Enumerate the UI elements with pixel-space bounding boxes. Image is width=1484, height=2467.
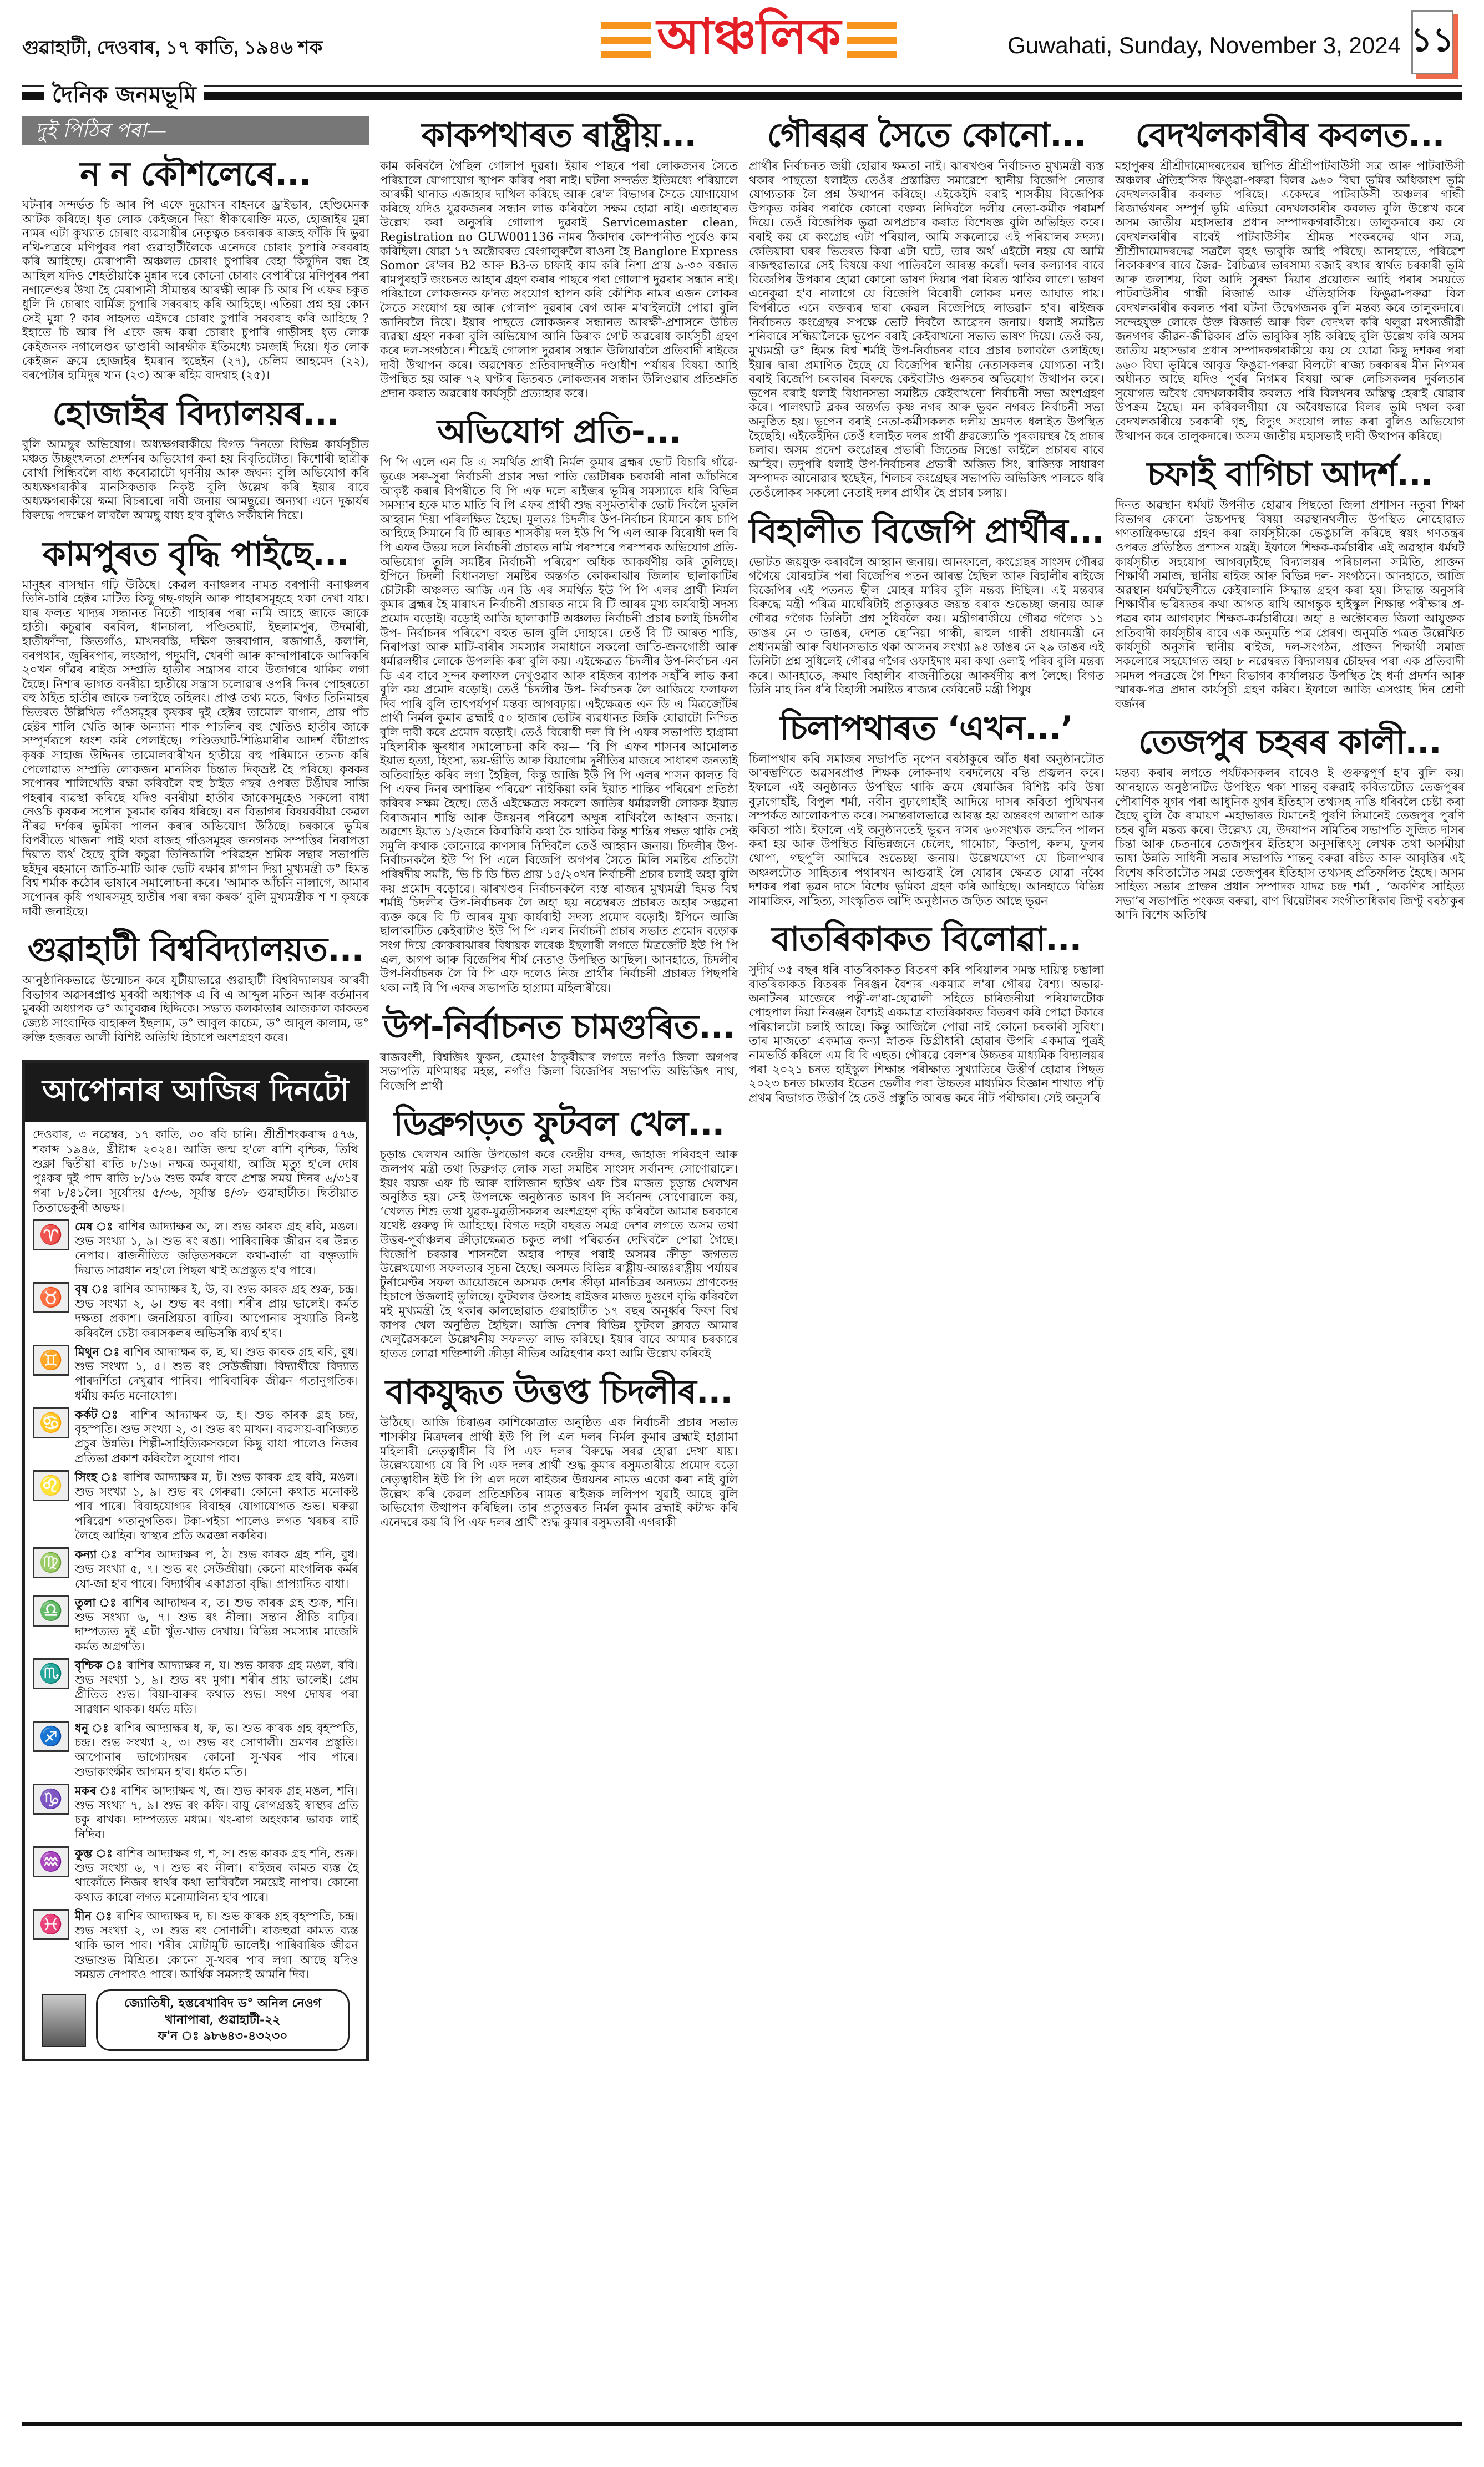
astrologer-name: জ্যোতিষী, হস্তৰেখাবিদ ড° অনিল নেওগ bbox=[124, 1996, 322, 2010]
divider bbox=[22, 2422, 1462, 2426]
cancer-icon: ♋ bbox=[33, 1407, 69, 1438]
zodiac-list bbox=[25, 1217, 366, 1984]
article bbox=[1115, 723, 1465, 923]
headline: হোজাইৰ বিদ্যালয়ৰ... bbox=[52, 394, 339, 433]
zodiac-entry bbox=[25, 1781, 366, 1844]
headline: বাতৰিকাকত বিলোৱা... bbox=[771, 920, 1082, 959]
astrologer-address: খানাপাৰা, গুৱাহাটী-২২ bbox=[165, 2012, 281, 2027]
zodiac-text bbox=[75, 1547, 358, 1591]
logo-stripes-left bbox=[601, 22, 651, 58]
headline: বেদখলকাৰীৰ কবলত... bbox=[1135, 116, 1445, 155]
scorpio-icon: ♏ bbox=[33, 1658, 69, 1689]
zodiac-name: কুম্ভ ঃ bbox=[75, 1846, 113, 1860]
article bbox=[380, 413, 738, 995]
aries-icon: ♈ bbox=[33, 1219, 69, 1250]
article bbox=[749, 710, 1104, 909]
article bbox=[749, 513, 1104, 697]
section-logo-text: আঞ্চলিক bbox=[657, 7, 841, 65]
logo-stripes-right bbox=[847, 22, 897, 58]
article bbox=[22, 155, 369, 383]
zodiac-entry bbox=[25, 1343, 366, 1405]
article-body: চূড়ান্ত খেলখন আজি উপভোগ কৰে কেন্দ্ৰীয় বন্দৰ, জাহাজ পৰিবহণ আৰু জলপথ মন্ত্ৰী তথা ডিব্ৰুগড় লোক সভা সমষ্টিৰ সাংসদ সৰ্বানন্দ সোণোৱালে। ইয়ং বয়জ এফ চি আৰু বালিজান ছাউথ এফ চিৰ মাজত চূড়ান্ত খেলখন অনুষ্ঠিত হয়। সেই উপলক্ষে অনুষ্ঠানত ভাষণ দি সৰ্বানন্দ সোণোৱালে কয়, ‘খেলত শিশু তথা যুৱক-যুৱতীসকলৰ অংশগ্ৰহণ বৃদ্ধি কৰিবলৈ আমাৰ চৰকাৰে যথেষ্ট গুৰুত্ব দি আহিছে। বিগত দহটা বছৰত সমগ্ৰ দেশৰ লগতে অসম তথা উত্তৰ-পূৰ্বাঞ্চলৰ ক্ৰীড়াক্ষেত্ৰত চকুত লগা পৰিৱৰ্তন দেখিবলৈ পোৱা গৈছে। বিজেপি চৰকাৰ শাসনলৈ অহাৰ পাছৰ পৰাই অসমৰ ক্ৰীড়া জগতত উল্লেখযোগ্য সফলতাৰ সূচনা হৈছে। অসমত বিভিন্ন ৰাষ্ট্ৰীয়-আন্তঃৰাষ্ট্ৰীয় পৰ্যায়ৰ টুৰ্নামেণ্টৰ সফল আয়োজনে অসমক দেশৰ ক্ৰীড়া মানচিত্ৰৰ অন্যতম প্ৰাণকেন্দ্ৰ হিচাপে উজলাই তুলিছে। ফুটবলৰ উৎসাহ ৰাইজৰ মাজত দুগুণে বৃদ্ধি কৰিবলৈ মই মুখ্যমন্ত্ৰী হৈ থকাৰ কালছোৱাত গুৱাহাটীত ১৭ বছৰ অনূৰ্ধ্বৰ ফিফা বিশ্ব কাপৰ খেল অনুষ্ঠিত হৈছিল। আজি দেশৰ বিভিন্ন ফুটবল ক্লাবত আমাৰ খেলুৱৈসকলে উল্লেখনীয় সফলতা লাভ কৰিছে। ইয়াৰ বাবে আমাৰ চৰকাৰে হাতত লোৱা শক্তিশালী ক্ৰীড়া নীতিৰ অৱিহণাৰ কথা আমি উল্লেখ কৰিবই bbox=[380, 1148, 738, 1360]
zodiac-forecast: ৰাশিৰ আদ্যাক্ষৰ গ, শ, স। শুভ কাৰক গ্ৰহ শনি, শুক্ৰ। শুভ সংখ্যা ৬, ৭। শুভ ৰং নীলা। ৰাইজৰ কামত ব্যস্ত হৈ থাকোঁতে নিজৰ স্বাৰ্থৰ কথা ভাবিবলৈ সময়েই নাপাব। কোনো কথাত কাৰো লগত মনোমালিন্য হ'ব পাৰে। bbox=[75, 1846, 358, 1904]
zodiac-text bbox=[75, 1658, 358, 1716]
article-body: পি পি এলে এন ডি এ সমৰ্থিত প্ৰাৰ্থী নিৰ্মল কুমাৰ ব্ৰহ্মৰ ভোট বিচাৰি গাঁৱে-ভূঞে সৰু-সুৰা নিৰ্বাচনী প্ৰচাৰ সভা পাতি ভোটাৰক চৰকাৰী নানা আঁচনিৰে আকৃষ্ট কৰাৰ বিপৰীতে বি পি এফ দলে ৰাইজৰ ভূমিৰ সমস্যাকে ধৰি বিভিন্ন সমস্যাৰ হকে মাত মাতি বি পি এফৰ প্ৰাৰ্থী শুদ্ধ বসুমতাৰীক ভোট দিবলৈ মুকলি আহ্বান দিয়া পৰিলক্ষিত হৈছে। মুলতঃ চিদলীৰ উপ-নিৰ্বাচন যিমানে কাষ চাপি আহিছে সিমানে বি টি আৰত শাসকীয় দল ইউ পি পি এল আৰু বিৰোধী দল বি পি এফৰ উভয় দলে নিৰ্বাচনী প্ৰচাৰত নামি পৰস্পৰে পৰস্পৰক অভিযোগ প্ৰতি-অভিযোগ তুলি সমষ্টিৰ নিৰ্বাচনী পৰিৱেশ অধিক আকৰ্ষণীয় কৰি তুলিছে। ইপিনে চিদলী বিধানসভা সমষ্টিৰ অন্তৰ্গত কোকৰাঝাৰ জিলাৰ ছালাকাটিৰ চৌটাকী অঞ্চলত আজি এন ডি এৰ সমৰ্থিত ইউ পি পি এলৰ প্ৰাৰ্থী নিৰ্মল কুমাৰ ব্ৰহ্মৰ হৈ মাৰাথন নিৰ্বাচনী প্ৰচাৰত নামে বি টি আৰৰ মুখ্য কাৰ্যবাহী সদস্য প্ৰমোদ বড়োই। বড়োই আজি ছালাকাটি অঞ্চলত নিৰ্বাচনী প্ৰচাৰ চলাই চিদলীৰ উপ- নিৰ্বাচনৰ পৰিৱেশ বহুত ভাল বুলি দোহাৰে। তেওঁ বি টি আৰত শান্তি, নিৰাপত্তা আৰু মাটি-বাৰীৰ সমস্যাৰ সমাধানে সকলো জাতি-জনগোষ্ঠী আৰু ধৰ্মাৱলম্বীৰ লোকে উপলব্ধি কৰা বুলি কয়। এইক্ষেত্ৰত চিদলীৰ উপ-নিৰ্বাচন এন ডি এৰ বাবে সুন্দৰ ফলাফল দেখুওৱাব আৰু ৰাইজৰ ব্যাপক সহাঁৰি লাভ কৰা বুলি কয় প্ৰমোদ বড়োই। তেওঁ চিদলীৰ উপ- নিৰ্বাচনক লৈ আজিয়ে ফলাফল দিব পাৰি বুলি তাৎপৰ্যপূৰ্ণ মন্তব্য আগবঢ়ায়। এইক্ষেত্ৰত এন ডি এ মিত্ৰজোঁটৰ প্ৰাৰ্থী নিৰ্মল কুমাৰ ব্ৰহ্মাই ৫০ হাজাৰ ভোটৰ ব্যৱধানত জিকি যোৱাটো নিশ্চিত বুলি দাবী কৰে প্ৰমোদ বড়োই। তেওঁ বিৰোধী দল বি পি এফৰ সভাপতি হাগ্ৰামা মহিলাৰীক ক্ষুৰধাৰ সমালোচনা কৰি কয়— ‘বি পি এফৰ শাসনৰ আমোলত ইয়াত হত্যা, হিংসা, ভয়-ভীতি আৰু বিয়াগোম দুৰ্নীতিৰ মাজৰে সাধাৰণ জনতাই অতিবাহিত কৰিব লগা হৈছিল, কিন্তু আজি ইউ পি পি এলৰ শাসন কালত বি পি এফৰ দিনৰ অশান্তিৰ পৰিৱেশ নাইকিয়া কৰি ইয়াত শান্তিৰ পৰিৱেশ প্ৰতিষ্ঠা কৰিবৰ সক্ষম হৈছে। তেওঁ এইক্ষেত্ৰত সকলো জাতিৰ ধৰ্মাৱলম্বী লোকক ইয়াত বিৰাজমান শান্তি আৰু উন্নয়নৰ পৰিৱেশ অক্ষুন্ন ৰাখিবলৈ আহ্বান জনায়। অৱশ্যে ইয়াত ১/২জনে কিবাকিবি কথা কৈ থাকিব কিন্তু শান্তিৰ পক্ষত থাকি সেই সমুলি কথাক কোনোৱে কাণসাৰ নিদিবলৈ তেওঁ আহ্বান জনায়। চিদলীৰ উপ-নিৰ্বাচনকলৈ ইউ পি পি এলে বিজেপি অগপৰ সৈতে মিলি সমষ্টিৰ প্ৰতিটো পৰিষদীয় সমষ্টি, ভি চি ডি চিত প্ৰায় ১৫/২০খন নিৰ্বাচনী প্ৰচাৰ চলাই অহা বুলি কয় প্ৰমোদ বড়োৱে। ঝাৰখণ্ডৰ নিৰ্বাচনকলৈ ব্যস্ত ৰাজ্যৰ মুখ্যমন্ত্ৰী হিমন্ত বিশ্ব শৰ্মাই চিদলীৰ উপ-নিৰ্বাচনক লৈ অহা ছয় নৱেম্বৰত প্ৰচাৰত অহাৰ সম্ভৱনা ব্যক্ত কৰে বি টি আৰৰ মুখ্য কাৰ্যবাহী সদস্য প্ৰমোদ বড়োই। ইপিনে আজি ছালাকাটিত কেইবাটাও ইউ পি পি এলৰ নিৰ্বাচনী প্ৰচাৰ সভাত প্ৰমোদ বড়োক সংগ দিয়ে কোকৰাঝাৰৰ বিধায়ক লৰেঞ্চ ইছলাৰী লগতে মিত্ৰজোঁট ইউ পি পি এল, অগপ আৰু বিজেপিৰ শীৰ্ষ নেতাও উপস্থিত আছিল। আনহাতে, চিদলীৰ উপ-নিৰ্বাচনক লৈ বি পি এফ দলেও নিজ প্ৰাৰ্থীৰ নিৰ্বাচনী প্ৰচাৰত পিছপৰি থকা নাই বি পি এফৰ সভাপতি হাগ্ৰামা মহিলাৰীয়ে। bbox=[380, 455, 738, 995]
article-body: সুদীৰ্ঘ ৩৫ বছৰ ধৰি বাতৰিকাকত বিতৰণ কৰি পৰিয়ালৰ সমস্ত দায়িত্ব চম্ভালা বাতৰিকাকত বিতৰক নিৰঞ্জন বৈশ্যৰ একমাত্ৰ ল'ৰা গৌৰৱ বৈশ্য। অভাৱ-অনাটনৰ মাজেৰে পত্নী-ল'ৰা-ছোৱালী সহিতে চাৰিজনীয়া পৰিয়ালটোক পোহপাল দিয়া নিৰঞ্জন বৈশ্যই একমাত্ৰ বাতৰিকাকত বিতৰণ কৰি পোৱা টকাৰে পৰিয়ালটো চলাই আছে। কিন্তু আজিলৈ পোৱা নাই কোনো চৰকাৰী সুবিধা। তাৰ মাজতো একমাত্ৰ কন্যা স্নাতক ডিগ্ৰীধাৰী হোৱাৰ উপৰি একমাত্ৰ পুত্ৰই নামভৰ্তি কৰিলে এম বি বি এছত। গৌৰৱে বেলশৰ উচ্চতৰ মাধ্যমিক বিদ্যালয়ৰ পৰা ২০২১ চনত হাইস্কুল শিক্ষান্ত পৰীক্ষাত সুখ্যাতিৰে উত্তীৰ্ণ হোৱাৰ পিছত ২০২৩ চনত চামতাৰ ইডেন ভেলীৰ পৰা উচ্চতৰ মাধ্যমিক বিজ্ঞান শাখাত পঢ়ি প্ৰথম বিভাগত উত্তীৰ্ণ হৈ তেওঁ প্ৰস্তুতি আৰম্ভ কৰে নীট পৰীক্ষাৰ। সেই অনুসৰি bbox=[749, 963, 1104, 1105]
zodiac-text bbox=[75, 1470, 358, 1543]
headline: গুৱাহাটী বিশ্ববিদ্যালয়ত... bbox=[27, 930, 364, 970]
horoscope-box bbox=[22, 1060, 369, 2061]
article bbox=[22, 931, 369, 1045]
zodiac-name: সিংহ ঃ bbox=[75, 1470, 119, 1484]
article-body: ঘটনাৰ সন্দৰ্ভত চি আৰ পি এফে দুয়োখন বাহনৰে ড্ৰাইভাৰ, হেণ্ডিমেনক আটক কৰিছে। ধৃত লোক কেইজনে দিয়া স্বীকাৰোক্তি মতে, হোজাইৰ মুন্না নামৰ এটা কুখ্যাত চোৰাং ব্যৱসায়ীৰ নেতৃত্বত চৰকাৰক ৰাজহ ফাঁকি দি ভুৱা নথি-পত্ৰৰে মণিপুৰৰ পৰা গুৱাহাটীলৈকে এনেদৰে চোৰাং চুপাৰি সৰবৰাহ কৰি আহিছে। মেৰাপানী অঞ্চলত চোৰাং চুপাৰিৰ বেহা কিছুদিন বন্ধ হৈ আছিল যদিও শেহতীয়াকৈ মুন্নাৰ দৰে কোনো চোৰাং বেপাৰীয়ে মণিপুৰৰ পৰা নগালেণ্ডৰ উখা হৈ মেৰাপানী সীমান্তৰ আৰক্ষী আৰু চি আৰ পি এফৰ চকুত ধুলি দি চোৰাং বাৰ্মিজ চুপাৰি সৰবৰাহ কৰি আহিছে। এতিয়া প্ৰশ্ন হয় কোন সেই মুন্না ? কাৰ সাহসত এইদৰে চোৰাং চুপাৰি সৰবৰাহ কৰি আহিছে ? ইহাতে চি আৰ পি এফে জব্দ কৰা চোৰাং চুপাৰি গাড়ীসহ ধৃত লোক কেইজনক নগালেণ্ডৰ ভাণ্ডাৰী আৰক্ষীক ইতিমধ্যে চমজাই দিয়ে। ধৃত লোক কেইজন ক্ৰমে হোজাইৰ ইমৰান হুছেইন (২৭), চেলিম আহমেদ (২২), বৰপেটাৰ হামিদুৰ খান (২৩) আৰু ৰহিম বাদশ্বাহ (২৫)। bbox=[22, 198, 369, 382]
headline: ন ন কৌশলেৰে... bbox=[80, 155, 311, 194]
headline: চফাই বাগিচা আদৰ্শ... bbox=[1147, 455, 1433, 494]
pisces-icon: ♓ bbox=[33, 1909, 69, 1940]
column-1 bbox=[22, 116, 369, 2061]
article-body: কাম কৰিবলৈ গৈছিল গোলাপ দুৱৰা। ইয়াৰ পাছৰে পৰা লোকজনৰ সৈতে পৰিয়ালে যোগাযোগ স্থাপন কৰিব পৰা নাই। ঘটনা সন্দৰ্ভত ইতিমধ্যে পৰিয়ালে আৰক্ষী থানাত এজাহাৰ দাখিল কৰিছে আৰু ৰে'ল বিভাগৰ সৈতে যোগাযোগ কৰিছে যদিও যুৱকজনৰ সন্ধান লাভ কৰিবলৈ সক্ষম হোৱা নাই। এজাহাৰত উল্লেখ কৰা অনুসৰি গোলাপ দুৱৰাই Servicemaster clean, Registration no GUW001136 নামৰ ঠিকাদাৰ কোম্পানীত পূৰ্বেও কাম কৰিছিল। যোৱা ১৭ অক্টোবৰত বেংগালুৰুলৈ ৰাওনা হৈ Banglore Express Somor ৰে'লৰ B2 আৰু B3-ত চাফাই কাম কৰি নিশা প্ৰায় ৯-৩০ বজাত ৰামপুৰহাট জংচনত আহাৰ গ্ৰহণ কৰাৰ পাছৰে পৰা গোলাপ দুৱৰাৰ সন্ধান নাই। পৰিয়ালে লোকজনক ফ'নত সংযোগ স্থাপন কৰি কৌশিক নামৰ এজন লোকৰ সৈতে সংযোগ হয় আৰু গোলাপ দুৱৰাৰ বেগ আৰু ম'বাইলটো পোৱা বুলি জানিবলৈ দিয়ে। ইয়াৰ পাছতে লোকজনৰ সন্ধানত আৰক্ষী-প্ৰশাসনে উচিত ব্যৱস্থা গ্ৰহণ নকৰা বুলি অভিযোগ আনি ডিৰাক গে'ট অৱৰোধ কাৰ্যসূচী গ্ৰহণ কৰে দল-সংগঠনে। শীঘ্ৰেই গোলাপ দুৱৰাৰ সন্ধান উলিয়াবলৈ প্ৰতিবাদী ৰাইজে দাবী উত্থাপন কৰে। অৱশেষত প্ৰতিবাদস্থলীত দণ্ডাধীশ পৰ্যায়ৰ বিষয়া আহি উপস্থিত হয় আৰু ৭২ ঘণ্টাৰ ভিতৰত লোকজনৰ সন্ধান উলিওৱাৰ প্ৰতিশ্ৰুতি প্ৰদান কৰাত অৱৰোধ কাৰ্যসূচী প্ৰত্যাহাৰ কৰে। bbox=[380, 159, 738, 400]
zodiac-forecast: ৰাশিৰ আদ্যাক্ষৰ ই, উ, ব। শুভ কাৰক গ্ৰহ শুক্ৰ, চন্দ্ৰ। শুভ সংখ্যা ২, ৬। শুভ ৰং বগা। শৰীৰ প্ৰায় ভালেই। কৰ্মত দক্ষতা প্ৰকাশ। জনপ্ৰিয়তা বাঢ়িব। আপোনাৰ সুখ্যাতি বিনষ্ট কৰিবলৈ চেষ্টা কৰাসকলৰ অভিসন্ধি ব্যৰ্থ হ'ব। bbox=[75, 1282, 358, 1340]
article bbox=[1115, 455, 1465, 711]
gemini-icon: ♊ bbox=[33, 1345, 69, 1376]
article bbox=[380, 1008, 738, 1093]
capricorn-icon: ♑ bbox=[33, 1784, 69, 1815]
article-body: মন্তব্য কৰাৰ লগতে পৰ্যটকসকলৰ বাবেও ই গুৰুত্বপূৰ্ণ হ'ব বুলি কয়। আনহাতে অনুষ্ঠানটিত উপস্থিত থকা শান্তনু বৰুৱাই কবিতাটোত তেজপুৰৰ পৌৰাণিক যুগৰ পৰা আধুনিক যুগৰ ইতিহাস তথ্যসহ দাঙি ধৰিবলৈ চেষ্টা কৰা হৈছে বুলি কৈ ৰামায়ণ -মহাভাৰত যিমানেই পুৰণি সিমানেই তেজপুৰ পুৰণি চহৰ বুলি মন্তব্য কৰে। উল্লেখ্য যে, উদযাপন সমিতিৰ সভাপতি সুজিত দাসৰ চিন্তা আৰু চেতনাৰে তেজপুৰৰ ইতিহাস অনুসন্ধিৎসু লেখক তথা অসমীয়া ভাষা উন্নতি সাধিনী সভাৰ সভাপতি শান্তনু বৰুৱা ৰচিত আৰু আবৃত্তিৰ এই বিশেষ কবিতাটোত সমগ্ৰ তেজপুৰৰ ইতিহাস তথ্যসহ প্ৰতিফলিত হৈছে। অসম সাহিত্য সভাৰ প্ৰাক্তন প্ৰধান সম্পাদক যাদৱ চন্দ্ৰ শৰ্মা , ‘অকণিৰ সাহিত্য সভা’ৰ সভাপতি পংকজ বৰুৱা, বাণ থিয়েটাৰৰ সংগীতাধিকাৰ জিণ্টু বৰঠাকুৰ আদি বিশেষ অতিথি bbox=[1115, 766, 1465, 922]
zodiac-entry bbox=[25, 1719, 366, 1781]
article-body: আনুষ্ঠানিকভাৱে উন্মোচন কৰে যুটীয়াভাৱে গুৱাহাটী বিশ্ববিদ্যালয়ৰ আৰবী বিভাগৰ অৱসৰপ্ৰাপ্ত মুৰব্বী অধ্যাপক এ বি এ আব্দুল মতিন আৰু বৰ্তমানৰ মুৰব্বী অধ্যাপক ড° আবুবক্কৰ ছিদ্দিকে। সভাত কলকাতাৰ আজকাল কাকতৰ জ্যেষ্ঠ সাংবাদিক বাহাৰুল ইছলাম, ড° আবুল কাচেম, ড° আবুল কালাম, ড° ৰুক্তি হজৰত আলী বিশিষ্ট অতিথি হিচাপে অংশগ্ৰহণ কৰে। bbox=[22, 974, 369, 1044]
zodiac-text bbox=[75, 1721, 358, 1779]
zodiac-text bbox=[75, 1846, 358, 1904]
zodiac-entry bbox=[25, 1656, 366, 1719]
aquarius-icon: ♒ bbox=[33, 1846, 69, 1877]
article-body: উঠিছে। আজি চিৰাঙৰ কাশিকোত্ৰাত অনুষ্ঠিত এক নিৰ্বাচনী প্ৰচাৰ সভাত শাসকীয় মিত্ৰদলৰ প্ৰাৰ্থী ইউ পি পি এল দলৰ নিৰ্মল কুমাৰ ব্ৰহ্মাই হাগ্ৰামা মহিলাৰী নেতৃত্বাধীন বি পি এফ দলৰ বিৰুদ্ধে সৰৱ হোৱা দেখা যায়। উল্লেখযোগ্য যে বি পি এফ দলৰ প্ৰাৰ্থী শুদ্ধ কুমাৰ বসুমতাৰীয়ে প্ৰমোদ বড়ো নেতৃত্বাধীন ইউ পি পি এল দলে ৰাইজৰ উন্নয়নৰ নামত একো কৰা নাই বুলি উল্লেখ কৰি কেৱল প্ৰতিশ্ৰুতিৰ নামত ৰাইজক ললিপপ খুৱাই আছে বুলি অভিযোগ উত্থাপন কৰিছিল। তাৰ প্ৰত্যুত্তৰত নিৰ্মল কুমাৰ ব্ৰহ্মাই কটাক্ষ কৰি এনেদৰে কয় বি পি এফ দলৰ প্ৰাৰ্থী শুদ্ধ কুমাৰ বসুমতাৰী এগৰাকী bbox=[380, 1416, 738, 1529]
column-2 bbox=[380, 116, 738, 1542]
zodiac-forecast: ৰাশিৰ আদ্যাক্ষৰ ড, হ। শুভ কাৰক গ্ৰহ চন্দ্ৰ, বৃহস্পতি। শুভ সংখ্যা ২, ৩। শুভ ৰং মাখন। ব্যৱসায়-বাণিজ্যত প্ৰচুৰ উন্নতি। শিল্পী-সাহিত্যিকসকলে কিছু বাধা পালেও নিজৰ প্ৰতিভা প্ৰকাশ কৰিবলৈ সুযোগ পাব। bbox=[75, 1407, 358, 1465]
paper-name: দৈনিক জনমভূমি bbox=[44, 77, 204, 114]
astrologer-photo bbox=[42, 1994, 86, 2047]
taurus-icon: ♉ bbox=[33, 1282, 69, 1313]
virgo-icon: ♍ bbox=[33, 1547, 69, 1578]
article-body: ভোটত জয়যুক্ত কৰাবলৈ আহ্বান জনায়। আনফালে, কংগ্ৰেছৰ সাংসদ গৌৰৱ গগৈয়ে যোৰহাটৰ পৰা বিজেপিৰ পতন আৰম্ভ হৈছিল আৰু বিহালীৰ ৰাইজে বিজেপিৰ এই পতনত ছীল মোহৰ মাৰিব বুলি মন্তব্য দিছিল। এই মন্তব্যৰ বিৰুদ্ধে মন্ত্ৰী পৰিত্ৰ মাৰ্ঘেৰিটাই প্ৰত্যুত্তৰত জয়ন্ত বৰাক শুভেচ্ছা জনায় আৰু গৌৰৱ গগৈক তিনিটা প্ৰশ্ন সুধিবলৈ কয়। মন্ত্ৰীগৰাকীয়ে গৌৰৱ গগৈক ১১ ডাঙৰ নে ৩ ডাঙৰ, দেশত ছোনিয়া গান্ধী, ৰাহুল গান্ধী প্ৰধানমন্ত্ৰী নে প্ৰধানমন্ত্ৰী আৰু বিধানসভাত থকা আসনৰ সংখ্যা ৯৪ ডাঙৰ নে ২৯ ডাঙৰ এই তিনিটা প্ৰশ্ন সুধিলেই গৌৰৱ গগৈৰ ওফাইদাং মৰা কথা ওলাই পৰিব বুলি মন্তব্য কৰে। আনহাতে, ক্ৰমাৎ বিহালীৰ ৰাজনীতিয়ে আকৰ্ষণীয় ৰূপ লৈছে। বিগত তিনি মাহ দিন ধৰি বিহালী সমষ্টিত ৰাজ্যৰ কেবিনেট মন্ত্ৰী পিযুষ bbox=[749, 555, 1104, 697]
zodiac-name: মীন ঃ bbox=[75, 1908, 113, 1923]
article bbox=[380, 1373, 738, 1529]
leo-icon: ♌ bbox=[33, 1470, 69, 1501]
libra-icon: ♎ bbox=[33, 1595, 69, 1627]
zodiac-text bbox=[75, 1219, 358, 1278]
article bbox=[22, 535, 369, 919]
zodiac-entry bbox=[25, 1545, 366, 1593]
article-body: বুলি আমছুৰ অভিযোগ। অধ্যক্ষগৰাকীয়ে বিগত দিনতো বিভিন্ন কাৰ্যসূচীত মঞ্চত উচ্ছৃংখলতা প্ৰদৰ্শনৰ অভিযোগ কৰা হয় বিবৃতিটোত। কিশোৰী ছাত্ৰীক বোৰ্খা পিন্ধিবলৈ বাধ্য কৰোৱাটো ঘৃণনীয় আৰু জঘন্য বুলি অভিযোগ কৰি অধ্যক্ষগৰাকীৰ মানসিকতাক নিকৃষ্ট বুলি উল্লেখ কৰি ইয়াৰ বাবে অধ্যক্ষগৰাকীয়ে ক্ষমা বিচৰাৰো দাবী জনায় আমছুৱে। অন্যথা এনে দুষ্কাৰ্যৰ বিৰুদ্ধে পদক্ষেপ ল'বলৈ আমছু বাধ্য হ'ব বুলিও সকীয়নি দিয়ে। bbox=[22, 437, 369, 522]
headline: কামপুৰত বৃদ্ধি পাইছে... bbox=[42, 534, 349, 574]
zodiac-entry bbox=[25, 1468, 366, 1545]
headline: অভিযোগ প্ৰতি-... bbox=[437, 412, 681, 452]
headline: বিহালীত বিজেপি প্ৰাৰ্থীৰ... bbox=[749, 511, 1104, 551]
article-body: মহাপুৰুষ শ্ৰীশ্ৰীদামোদৰদেৱৰ স্থাপিত শ্ৰীশ্ৰীপাটবাউসী সত্ৰ আৰু পাটবাউসী অঞ্চলৰ ঐতিহাসিক ফিঙুৱা-পৰুৱা বিলৰ ৯৬০ বিঘা ভূমিৰ অধিকাংশ ভূমি বেদখলকাৰীৰ কবলত পৰিছে। একেদৰে পাটবাউসী অঞ্চলৰ গান্ধী ৰিজাৰ্ভখনৰ সম্পূৰ্ণ ভূমি এতিয়া বেদখলকাৰীৰ কবলত বুলি উল্লেখ কৰে অসম জাতীয় মহাসভাৰ প্ৰধান সম্পাদকগৰাকীয়ে। তালুকদাৰে কয় যে বেদখলকাৰীৰ বাবেই পাটবাউসীৰ শ্ৰীমন্ত শংকৰদেৱ থান সত্ৰ, শ্ৰীশ্ৰীদামোদৰদেৱ সত্ৰলৈ বৃহৎ ভাবুকি আহি পৰিছে। আনহাতে, পৰিৱেশ নিকাকৰণৰ বাবে জৈৱ- বৈচিত্ৰ্যৰ ভাৰসাম্য বজাই ৰখাৰ স্বাৰ্থত চৰকাৰী ভূমি আৰু জলাশয়, বিল আদি সুৰক্ষা দিয়াৰ প্ৰয়োজন আহি পৰাৰ সময়তে পাটবাউসীৰ গান্ধী ৰিজাৰ্ভ আৰু ঐতিহাসিক ফিঙুৱা-পৰুৱা বিল বেদখলকাৰীৰ কবলত পৰা ঘটনা উদ্বেগজনক বুলি মন্তব্য কৰে তালুকদাৰে। সন্দেহযুক্ত লোকে উক্ত ৰিজাৰ্ভ আৰু বিল বেদখল কৰি থলুৱা মৎস্যজীৱী জনগণৰ জীৱন-জীৱিকাৰ প্ৰতি ভাবুকিৰ সৃষ্টি কৰিছে বুলি উল্লেখ কৰি অসম জাতীয় মহাসভাৰ প্ৰধান সম্পাদকগৰাকীয়ে কয় যে যোৱা কিছু দশকৰ পৰা ৯৬০ বিঘা ভূমিৰে আবৃত্ত ফিঙুৱা-পৰুৱা বিলটো ৰাজ্য চৰকাৰৰ মীন নিগমৰ অধীনত আছে যদিও পূৰ্বৰ নিগমৰ বিষয়া আৰু লেচিসকলৰ দুৰ্বলতাৰ সুযোগত অবৈধ বেদখলকাৰীৰ কবলত পৰি বিলখনৰ অস্তিত্ব হেৰাই যোৱাৰ উপক্ৰম হৈছে। মন কৰিবলগীয়া যে অবৈধভাৱে বিলৰ ভূমি দখল কৰা বেদখলকাৰীয়ে চৰকাৰী গৃহ, বিদ্যুৎ সংযোগ লাভ কৰা বুলিও অভিযোগ উত্থাপন কৰে তালুকদাৰে। অসম জাতীয় মহাসভাই দাবী উত্থাপন কৰিছে। bbox=[1115, 159, 1465, 443]
divider bbox=[22, 92, 1462, 100]
headline: গৌৰৱৰ সৈতে কোনো... bbox=[767, 116, 1086, 155]
zodiac-text bbox=[75, 1784, 358, 1842]
sagittarius-icon: ♐ bbox=[33, 1721, 69, 1752]
zodiac-name: ধনু ঃ bbox=[75, 1720, 110, 1735]
masthead bbox=[22, 80, 1462, 108]
column-4 bbox=[1115, 116, 1465, 935]
zodiac-name: কৰ্কট ঃ bbox=[75, 1407, 123, 1421]
zodiac-name: কন্যা ঃ bbox=[75, 1547, 119, 1561]
zodiac-entry bbox=[25, 1405, 366, 1468]
headline: উপ-নিৰ্বাচনত চামগুৰিত... bbox=[383, 1007, 735, 1046]
zodiac-forecast: ৰাশিৰ আদ্যাক্ষৰ অ, ল। শুভ কাৰক গ্ৰহ ৰবি, মঙল। শুভ সংখ্যা ১, ৯। শুভ ৰং ৰঙা। পাৰিবাৰিক জীৱন বৰ উন্নত নেপাব। ৰাজনীতিত জড়িতসকলে কথা-বাৰ্তা বা বক্তৃতাদি দিয়াত সাৱধান নহ'লে পিছল খাই অপ্ৰস্তুত হ'ব পাৰে। bbox=[75, 1219, 358, 1277]
date-english: Guwahati, Sunday, November 3, 2024 bbox=[1007, 32, 1401, 58]
zodiac-entry bbox=[25, 1280, 366, 1343]
zodiac-name: তুলা ঃ bbox=[75, 1595, 118, 1609]
article bbox=[380, 1105, 738, 1361]
page-number: ১১ bbox=[1411, 10, 1453, 74]
zodiac-forecast: ৰাশিৰ আদ্যাক্ষৰ ম, ট। শুভ কাৰক গ্ৰহ ৰবি, মঙল। শুভ সংখ্যা ১, ৯। শুভ ৰং গেৰুৱা। কোনো কথাত মনোকষ্ট পাব পাৰে। বিবাহযোগ্যৰ বিবাহৰ যোগাযোগত শুভ। ঘৰুৱা পৰিৱেশ গতানুগতিক। টকা-পইচা পালেও লগত খৰচৰ বাট লৈহে আহিব। স্বাস্থ্যৰ প্ৰতি অৱজ্ঞা নকৰিব। bbox=[75, 1470, 358, 1542]
zodiac-text bbox=[75, 1345, 358, 1403]
zodiac-entry bbox=[25, 1844, 366, 1907]
horoscope-title: আপোনাৰ আজিৰ দিনটো bbox=[25, 1063, 366, 1122]
headline: চিলাপথাৰত ‘এখন...’ bbox=[779, 708, 1073, 748]
zodiac-name: মেষ ঃ bbox=[75, 1219, 114, 1233]
zodiac-forecast: ৰাশিৰ আদ্যাক্ষৰ ৰ, ত। শুভ কাৰক গ্ৰহ শুক্ৰ, শনি। শুভ সংখ্যা ৬, ৭। শুভ ৰং নীলা। সন্তান প্ৰীতি বাঢ়িব। দাম্পত্যত দুই এটা খুঁত-খাত দেখায়। বিভিন্ন সমস্যাৰ মাজেদি কৰ্মত অগ্ৰগতি। bbox=[75, 1595, 358, 1653]
zodiac-forecast: ৰাশিৰ আদ্যাক্ষৰ প, ঠ। শুভ কাৰক গ্ৰহ শনি, বুধ। শুভ সংখ্যা ৫, ৭। শুভ ৰং সেউজীয়া। কেনো মাংগলিক কৰ্মৰ যো-জা হ'ব পাৰে। বিদ্যাৰ্থীৰ একাগ্ৰতা বৃদ্ধি। প্ৰাপ্যাদিত বাধা। bbox=[75, 1548, 358, 1590]
article bbox=[1115, 116, 1465, 443]
headline: বাকযুদ্ধত উত্তপ্ত চিদলীৰ... bbox=[385, 1372, 733, 1412]
article bbox=[22, 395, 369, 523]
article-body: চিলাপথাৰ কবি সমাজৰ সভাপতি নৃপেন বৰঠাকুৰে আঁত ধৰা অনুষ্ঠানটোত আৰম্ভণিতে অৱসৰপ্ৰাপ্ত শিক্ষক লোকনাথ বৰদলৈয়ে বন্তি প্ৰজ্বলন কৰে। ইফালে এই অনুষ্ঠানত উপস্থিত থাকি ক্ৰমে ধেমাজিৰ বিশিষ্ট কবি উষা বুঢ়াগোহাঁই, বিপুল শৰ্মা, নবীন বুঢ়াগোহাঁই আদিয়ে দাসৰ কবিতা পুথিখনৰ সম্পৰ্কত আলোকপাত কৰে। সমান্তৰালভাৱে আৰম্ভ হয় অন্তৰংগ আলাপ আৰু কবিতা পাঠ। ইফালে এই অনুষ্ঠানতেই ভূৱন দাসৰ ৬০সংখ্যক জন্মদিন পালন কৰা হয় আৰু উপস্থিত বিভিন্নজনে চেলেং, গামোচা, কিতাপ, কলম, ফুলৰ থোপা, গছপুলি আদিৰে শুভেচ্ছা জনায়। উল্লেখযোগ্য যে চিলাপথাৰ অঞ্চলটোত সাহিত্যৰ পথাৰখন আগুৱাই লৈ যোৱাৰ ক্ষেত্ৰত যোৱা নব্বৈ দশকৰ পৰা ভূৱন দাসে বিশেষ ভূমিকা গ্ৰহণ কৰি আহিছে। আনহাতে বিভিন্ন সামাজিক, সাহিত্য, সাংস্কৃতিক আদি অনুষ্ঠানত জড়িত আছে ভূৱন bbox=[749, 752, 1104, 908]
zodiac-name: মিথুন ঃ bbox=[75, 1344, 120, 1359]
continued-label: দুই পিঠিৰ পৰা— bbox=[22, 116, 369, 145]
article-body: ৰাজবংশী, বিশ্বজিৎ ফুকন, হেমাংগ ঠাকুৰীয়াৰ লগতে নগাঁও জিলা অগপৰ সভাপতি মণিমাধৱ মহন্ত, নগাঁও জিলা বিজেপিৰ সভাপতি অভিজিৎ নাথ, বিজেপি প্ৰাৰ্থী bbox=[380, 1050, 738, 1092]
zodiac-forecast: ৰাশিৰ আদ্যাক্ষৰ ধ, ফ, ভ। শুভ কাৰক গ্ৰহ বৃহস্পতি, চন্দ্ৰ। শুভ সংখ্যা ২, ৩। শুভ ৰং সোণালী। ভ্ৰমণৰ প্ৰস্তুতি। আপোনাৰ ভাগ্যোদয়ৰ কোনো সু-খবৰ পাব পাৰে। শুভাকাংক্ষীৰ আগমন হ'ব। ধৰ্মত মতি। bbox=[75, 1721, 358, 1779]
astrologer-phone: ফ'ন ঃ ৯৮৬৪৩-৪৩২৩০ bbox=[158, 2029, 288, 2044]
zodiac-text bbox=[75, 1282, 358, 1340]
zodiac-forecast: ৰাশিৰ আদ্যাক্ষৰ ক, ছ, ঘ। শুভ কাৰক গ্ৰহ ৰবি, বুধ। শুভ সংখ্যা ১, ৫। শুভ ৰং সেউজীয়া। বিদ্যাৰ্থীয়ে বিদ্যাত পাৰদৰ্শিতা দেখুৱাব পাৰিব। পাৰিবাৰিক জীৱন গতানুগতিক। ধৰ্মীয় কৰ্মত মনোযোগ। bbox=[75, 1345, 358, 1402]
headline: ডিব্ৰুগড়ত ফুটবল খেল... bbox=[393, 1105, 725, 1144]
headline: তেজপুৰ চহৰৰ কালী... bbox=[1138, 723, 1441, 762]
zodiac-forecast: ৰাশিৰ আদ্যাক্ষৰ খ, জ। শুভ কাৰক গ্ৰহ মঙল, শনি। শুভ সংখ্যা ৭, ৯। শুভ ৰং কফি। বায়ু ৰোগগ্ৰস্তই স্বাস্থ্যৰ প্ৰতি চকু ৰাখক। দাম্পত্যত মধ্যম। খং-ৰাগ অহংকাৰ ভাবক লাই নিদিব। bbox=[75, 1784, 358, 1841]
zodiac-entry bbox=[25, 1907, 366, 1984]
zodiac-entry bbox=[25, 1593, 366, 1656]
article-body: দিনত অৱস্থান ধৰ্মঘট উপনীত হোৱাৰ পিছতো জিলা প্ৰশাসন নতুবা শিক্ষা বিভাগৰ কোনো উচ্চপদস্থ বিষয়া অৱস্থানথলীত উপস্থিত নোহোৱাত গণতান্ত্ৰিকভাৱে গ্ৰহণ কৰা কাৰ্যসূচীকো ভেঙুচালি কৰিছে স্বয়ং গণতন্ত্ৰৰ ওপৰত প্ৰতিষ্ঠিত প্ৰশাসন যন্ত্ৰই। ইফালে শিক্ষক-কৰ্মচাৰীৰ এই অৱস্থান ধৰ্মঘট কাৰ্যসূচীত সহযোগ আগবঢ়াইছে বিদ্যালয়ৰ পৰিচালনা সমিতি, প্ৰাক্তন শিক্ষাৰ্থী সমাজ, স্থানীয় ৰাইজ আৰু বিভিন্ন দল- সংগঠনে। আনহাতে, আজি অৱস্থান ধৰ্মঘটস্থলীতে কেইবালানি সিদ্ধান্ত গ্ৰহণ কৰা হয়। সিদ্ধান্ত অনুসৰি শিক্ষাৰ্থীৰ ভৱিষ্যতৰ কথা আগত ৰাখি আগন্তুক হাইস্কুল শিক্ষান্ত পৰীক্ষাৰ প্ৰ-পত্ৰৰ কাম আগবঢ়াব শিক্ষক-কৰ্মচাৰীয়ে। অহা ৪ অক্টোবৰত জিলা আয়ুক্তক প্ৰতিবাদী কাৰ্যসূচীৰ বাবে এক অনুমতি পত্ৰ প্ৰেৰণ। অনুমতি পত্ৰত উল্লেখিত কাৰ্যসূচী অনুসৰি স্থানীয় ৰাইজ, দল-সংগঠন, প্ৰাক্তন শিক্ষাৰ্থী সমাজ সকলোৰে সহযোগত অহা ৮ নৱেম্বৰত বিদ্যালয়ৰ চৌহদৰ পৰা এক প্ৰতিবাদী সমদল পদব্ৰজে গৈ শিক্ষা বিভাগৰ কাৰ্যালয়ত উপস্থিত হৈ ধৰ্না প্ৰদৰ্শন আৰু স্মাৰক-পত্ৰ প্ৰদান কাৰ্যসূচী গ্ৰহণ কৰিব। ইফালে আজি এসপ্তাহ দিন শ্ৰেণী বৰ্জনৰ bbox=[1115, 498, 1465, 711]
zodiac-name: বৃশ্চিক ঃ bbox=[75, 1658, 123, 1672]
zodiac-name: বৃষ ঃ bbox=[75, 1281, 109, 1296]
article bbox=[749, 920, 1104, 1105]
article bbox=[749, 116, 1104, 500]
article-body: মানুহৰ বাসস্থান গঢ়ি উঠিছে। কেৱল বনাঞ্চলৰ নামত বৰপানী বনাঞ্চলৰ তিনি-চাৰি হেক্টৰ মাটিত কিছু গছ-গছনি আৰু পাহাৰসমূহহে থকা দেখা যায়। যাৰ ফলত খাদ্যৰ সন্ধানত নিতৌ পাহাৰৰ পৰা নামি আহে জাকে জাকে হাতী। কচুৱাৰ বৰবিল, ধানচালা, পণ্ডিতঘাট, ইছলামপুৰ, উদমাৰী, হাতীফাঁন্দা, জিতগাঁও, মাখনবস্তি, দক্ষিণ জৰবাগান, ৰজাগাওঁ, কল'নি, বৰপথাৰ, জুৰিৰপাৰ, লংজাপ, পদুমণি, খেৰণী আৰু কান্দাপাৰাকে আদিকৰি ২০খন গাঁৱৰ ৰাইজ সম্প্ৰতি হাতীৰ সন্ত্ৰাসৰ বাবে উজাগৰে থাকিব লগা হৈছে। নিশাৰ ভাগত বনৰীয়া হাতীয়ে সন্ত্ৰাস চলোৱাৰ ওপৰি দিনৰ পোহৰতো বহু ঠাইত হাতীৰ জাকে চলাইছে তহিলং। প্ৰাপ্ত তথ্য মতে, বিগত তিনিমাহৰ ভিতৰত উল্লিখিত গাঁওসমূহৰ কৃষকৰ দুই হেক্টৰ তামোল বাগান, প্ৰায় পাঁচ হেক্টৰ শালি খেতি আৰু অন্যান্য শাক পাচলিৰ বহু খেতিও হাতীৰ জাকে সম্পূৰ্ণৰূপে ধ্বংশ কৰি পেলাইছে। পণ্ডিতঘাট-শিঙিমাৰীৰ আদৰ্শ বঁটাপ্ৰাপ্ত কৃষক সাহাজ উদ্দিনৰ তামোলবাৰীখন হাতীয়ে বহু পৰিমানে তচনচ কৰি পেলোৱাত সম্প্ৰতি লোকজন মানসিক চিন্তাত দিক্‌ভ্ৰষ্ট হৈ পৰিছে। কৃষকৰ সপোনৰ শালিখেতি ৰক্ষা কৰিবলৈ বহু ঠাইত গছৰ ওপৰত টঙীঘৰ সাজি পহৰাৰ ব্যৱস্থা কৰিছে যদিও বনৰীয়া হাতীৰ জাকেসমূহেও সকলো বাধা নেওচি কৃষকৰ সপোন চূৰমাৰ কৰিব ধৰিছে। বন বিভাগৰ বিষয়ববীয়া কেৱল নীৰৱ দৰ্শকৰ ভূমিকা পালন কৰাৰ অভিযোগ উঠিছে। চৰকাৰে ভূমিৰ বিপৰীতে খাজনা পাই থকা ৰাজহ গাঁওসমূহৰ জনগনক সম্পত্তিৰ নিৰাপত্তা দিয়াত ব্যৰ্থ হৈছে বুলি কচুৱা তিনিআলি পৰিৱহন শ্ৰমিক সন্থাৰ সভাপতি ছইদুৰ ৰহমানে জাতি-মাটি আৰু ভেটি ৰক্ষাৰ শ্ল'গান দিয়া মুখ্যমন্ত্ৰী ড° হিমন্ত বিশ্ব শৰ্মাক কঠোৰ ভাষাৰে সমালোচনা কৰে। ‘আমাক আঁচনি নালাগে, আমাৰ সপোনৰ কৃষি পথাৰসমূহ হাতীৰ পৰা ৰক্ষা কৰক’ বুলি মুখ্যমন্ত্ৰীক শ শ কৃষকে দাবী জনাইছে। bbox=[22, 578, 369, 918]
zodiac-forecast: ৰাশিৰ আদ্যাক্ষৰ দ, চ। শুভ কাৰক গ্ৰহ বৃহস্পতি, চন্দ্ৰ। শুভ সংখ্যা ২, ৩। শুভ ৰং সোণালী। ৰাজহুৱা কামত ব্যস্ত থাকি ভাল পাব। শৰীৰ মোটামুটি ভালেই। পাৰিবাৰিক জীৱন শুভাশুভ মিশ্ৰিত। কোনো সু-খবৰ পাব লগা আছে যদিও সময়ত নেপাবও পাৰে। আৰ্থিক সমস্যাই আমনি দিব। bbox=[75, 1909, 359, 1981]
zodiac-text bbox=[75, 1407, 358, 1466]
divider bbox=[22, 85, 1462, 87]
zodiac-text bbox=[75, 1595, 358, 1654]
zodiac-text bbox=[75, 1909, 358, 1982]
article bbox=[380, 116, 738, 401]
section-logo bbox=[583, 7, 915, 73]
date-assamese: গুৱাহাটী, দেওবাৰ, ১৭ কাতি, ১৯৪৬ শক bbox=[22, 37, 323, 58]
zodiac-entry bbox=[25, 1217, 366, 1280]
zodiac-name: মকৰ ঃ bbox=[75, 1783, 117, 1797]
article-body: প্ৰাৰ্থীৰ নিৰ্বাচনত জয়ী হোৱাৰ ক্ষমতা নাই। ঝাৰখণ্ডৰ নিৰ্বাচনত মুখ্যমন্ত্ৰী ব্যস্ত থকাৰ পাছতো ধলাইত তেওঁৰ প্ৰস্তাৱিত সমাৱেশে স্থানীয় বিজেপি নেতাৰ যোগ্যতাক লৈ প্ৰশ্ন উত্থাপন কৰিছে। এইকেইদি বৰাই শাসকীয় বিজেপিক উপকৃত কৰিব পৰাকৈ কোনো বক্তব্য নিদিবলৈ দলীয় নেতা-কৰ্মীক পৰামৰ্শ দিয়ে। তেওঁ বিজেপিক ভুৱা অপপ্ৰচাৰ কৰাত বিশেষজ্ঞ বুলি অভিহিত কৰে। বৰাই কয় যে কংগ্ৰেছ এটা পৰিয়াল, আমি সকলোৱে এই পৰিয়ালৰ সদস্য। কেতিয়াবা ঘৰৰ ভিতৰত কিবা এটা ঘটে, তাৰ অৰ্থ এইটো নহয় যে আমি ৰাজহুৱাভাৱে সেই বিষয়ে কথা পাতিবলৈ আৰম্ভ কৰোঁ। দলৰ কল্যাণৰ বাবে বিজেপিৰ উপকাৰ হোৱা কোনো ভাষণ দিয়াৰ পৰা বিৰত থাকিব লাগে। ভাষণ এনেকুৱা হ'ব নালাগে যে বিজেপি বিৰোধী লোকৰ মনত আঘাত পায়। বিপৰীতে এনে বক্তব্যৰ দ্বাৰা কেৱল বিজেপিহে লাভৱান হ'ব। ৰাইজক নিৰ্বাচনত কংগ্ৰেছৰ সপক্ষে ভোট দিবলৈ আৱেদন জনায়। ধলাই সমষ্টিত শনিবাৰে সন্ধিয়ালৈকে ভূপেন বৰাই কেইবাখনো সভাত ভাষণ দিয়ে। তেওঁ কয়, মুখ্যমন্ত্ৰী ড° হিমন্ত বিশ্ব শৰ্মাই উপ-নিৰ্বাচনৰ বাবে প্ৰচাৰ চলাবলৈ ওলাইছে। ইয়াৰ দ্বাৰা প্ৰমাণিত হৈছে যে বিজেপিৰ স্থানীয় নেতাসকলৰ যোগ্যতা নাই। বৰাই বিজেপি চৰকাৰৰ বিৰুদ্ধে কেইবাটাও গুৰুতৰ অভিযোগ উত্থাপন কৰে। ভূপেন বৰাই ধলাই বিধানসভা সমষ্টিত কেইবাখনো নিৰ্বাচনী সভা অংশগ্ৰহণ কৰে। পালংঘাট ব্লকৰ অন্তৰ্গত কৃষ্ণ নগৰ আৰু ভুবন নগৰত নিৰ্বাচনী সভা অনুষ্ঠিত হয়। ভূপেন বৰাই নেতা-কৰ্মীসকলক দলীয় ভ্ৰমণত ধলাইত উপস্থিত হৈছেহি। এইকেইদিন তেওঁ ধলাইত দলৰ প্ৰাৰ্থী ধ্ৰুৱজ্যোতি পুৰকায়স্থৰ হৈ প্ৰচাৰ চলাব। অসম প্ৰদেশ কংগ্ৰেছৰ প্ৰভাৰী জিতেন্দ্ৰ সিঙো কাইলৈ প্ৰচাৰৰ বাবে আহিব। তদুপৰি ধলাই উপ-নিৰ্বাচনৰ প্ৰভাৰী অজিত সিং, ৰাজ্যিক সাধাৰণ সম্পাদক আনোৱাৰ হুছেইন, শিলচৰ কংগ্ৰেছৰ সভাপতি অভিজিৎ পালকে ধৰি তেওঁলোকৰ সকলো নেতাই দলৰ প্ৰাৰ্থীৰ হৈ প্ৰচাৰ চলায়। bbox=[749, 159, 1104, 500]
headline: কাকপথাৰত ৰাষ্ট্ৰীয়... bbox=[421, 116, 697, 155]
astrologer-contact bbox=[25, 1984, 366, 2059]
astrologer-box bbox=[96, 1989, 350, 2051]
column-3 bbox=[749, 116, 1104, 1118]
zodiac-forecast: ৰাশিৰ আদ্যাক্ষৰ ন, য। শুভ কাৰক গ্ৰহ মঙল, ৰবি। শুভ সংখ্যা ১, ৯। শুভ ৰং মুগা। শৰীৰ প্ৰায় ভালেই। প্ৰেম প্ৰীতিত শুভ। বিয়া-বাৰুৰ কথাত শুভ। সংগ দোষৰ পৰা সাৱধান থাকক। ধৰ্মত মতি। bbox=[75, 1658, 358, 1716]
horoscope-intro: দেওবাৰ, ৩ নৱেম্বৰ, ১৭ কাতি, ৩০ ৰবি চানি। শ্ৰীশ্ৰীশংকৰাব্দ ৫৭৬, শকাব্দ ১৯৪৬, খ্ৰীষ্টাব্দ ২০২৪। আজি জন্ম হ'লে ৰাশি বৃশ্চিক, তিথি শুক্লা দ্বিতীয়া ৰাতি ৮/১৬। নক্ষত্ৰ অনুৰাধা, আজি মৃত্যু হ'লে দোষ পুঃকৰ দুই পাদ ৰাতি ৮/১৬ শুভ কৰ্মৰ বাবে প্ৰশস্ত সময় দিনৰ ৬/৩১ৰ পৰা ৮/৪১লৈ। সূৰ্যোদয় ৫/৩৬, সূৰ্যাস্ত ৪/৩৮ গুৱাহাটীত। দ্বিতীয়াত তিতাভেকুৰী অভক্ষ। bbox=[33, 1128, 358, 1214]
